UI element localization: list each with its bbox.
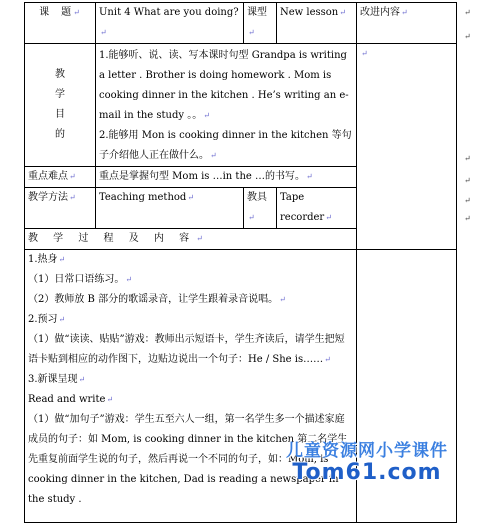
process-improve-cell — [357, 250, 457, 523]
paragraph-mark: ↵ — [464, 176, 471, 185]
method-label: 教学方法↵ — [25, 188, 96, 229]
improve-column: ↵ — [357, 44, 457, 250]
process-line-1: 1.热身↵ — [28, 254, 66, 265]
paragraph-mark: ↵ — [464, 214, 471, 223]
process-content — [25, 250, 357, 523]
paragraph-mark: ↵ — [464, 8, 471, 17]
objective-1: 1.能够听、说、读、写本课时句型 Grandpa is writing a letter . Brother is doing homework . Mom is cooking dinner in the kitchen . He’s writing an e-mail in the study 。。↵ — [99, 50, 349, 121]
process-title: 教 学 过 程 及 内 容↵ — [25, 229, 357, 250]
type-label: 课型↵ — [244, 3, 277, 44]
process-line-2: （1）日常口语练习。↵ — [28, 274, 133, 285]
process-line-3: （2）教师放 B 部分的歌谣录音，让学生跟着录音说唱。↵ — [28, 294, 286, 305]
method-value: Teaching method↵ — [96, 188, 244, 229]
key-points-label: 重点难点↵ — [25, 167, 96, 188]
process-line-4: 2.预习↵ — [28, 314, 66, 325]
improve-label: 改进内容↵ — [357, 3, 457, 44]
watermark-url: Tom61.com — [292, 460, 442, 485]
objectives-content — [96, 44, 357, 167]
process-line-7: Read and write↵ — [28, 394, 114, 405]
aids-value: Tape recorder↵ — [277, 188, 357, 229]
watermark-title: 儿童资源网小学课件 — [286, 441, 448, 461]
process-line-5: （1）做“读读、贴贴”游戏：教师出示短语卡，学生齐读后，请学生把短语卡贴到相应的动作图下，边贴边说出一个句子：He / She is……↵ — [28, 334, 345, 365]
objective-2: 2.能够用 Mon is cooking dinner in the kitchen 等句子介绍他人正在做什么。↵ — [99, 130, 352, 161]
topic-label: 课 题↵ — [25, 3, 96, 44]
paragraph-mark: ↵ — [464, 154, 471, 163]
objectives-label: 教 学 目 的 — [25, 44, 96, 167]
topic-row — [25, 3, 457, 44]
type-value: New lesson↵ — [277, 3, 357, 44]
objectives-row — [25, 44, 457, 167]
topic-value: Unit 4 What are you doing?↵ — [96, 3, 244, 44]
process-line-8: （1）做“加句子”游戏：学生五至六人一组，第一名学生多一个描述家庭成员的句子：如 Mom, is cooking dinner in the kitchen 第二名学生先重复前面学生说的句子，然后再说一个不同的句子，如：Mom, is cooking dinner in the kitchen, Dad is reading a newspaper in the study . — [28, 414, 348, 505]
process-row — [25, 250, 457, 523]
paragraph-mark: ↵ — [464, 32, 471, 41]
paragraph-mark: ↵ — [464, 196, 471, 205]
process-line-6: 3.新课呈现↵ — [28, 374, 86, 385]
key-points-value: 重点是掌握句型 Mom is …in the …的书写。↵ — [96, 167, 357, 188]
lesson-plan-table — [24, 2, 457, 523]
aids-label: 教具↵ — [244, 188, 277, 229]
